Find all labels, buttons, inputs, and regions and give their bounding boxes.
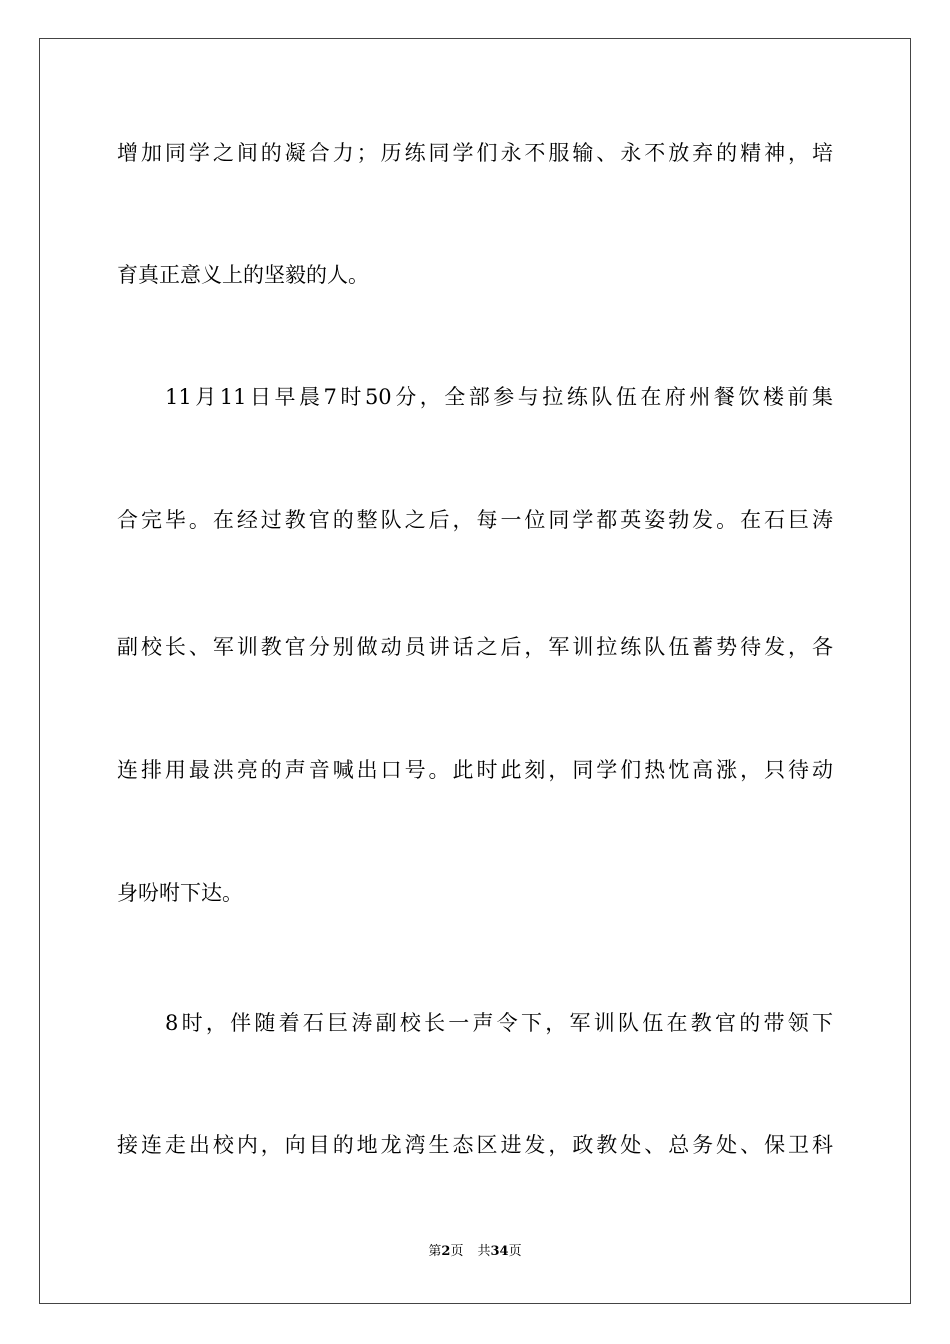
text-line-6: 连排用最洪亮的声音喊出口号。此时此刻，同学们热忱高涨，只待动	[117, 758, 833, 782]
text-line-9: 接连走出校内，向目的地龙湾生态区进发，政教处、总务处、保卫科	[117, 1133, 833, 1157]
page-border	[39, 38, 911, 1304]
text-line-5: 副校长、军训教官分别做动员讲话之后，军训拉练队伍蓄势待发，各	[117, 635, 833, 659]
footer-page-number: 2	[441, 1244, 451, 1259]
text-line-2: 育真正意义上的坚毅的人。	[117, 263, 369, 287]
footer-page-suffix: 页	[450, 1244, 464, 1259]
text-line-4: 合完毕。在经过教官的整队之后，每一位同学都英姿勃发。在石巨涛	[117, 508, 833, 532]
text-line-7: 身吩咐下达。	[117, 881, 243, 905]
page-footer	[0, 1243, 950, 1261]
text-line-1: 增加同学之间的凝合力；历练同学们永不服输、永不放弃的精神，培	[117, 141, 833, 165]
footer-total-pages: 34	[490, 1244, 509, 1259]
text-line-3: 11月11日早晨7时50分，全部参与拉练队伍在府州餐饮楼前集	[165, 385, 833, 409]
footer-prefix: 第	[428, 1244, 442, 1259]
footer-total-prefix: 共	[477, 1244, 491, 1259]
text-line-8: 8时，伴随着石巨涛副校长一声令下，军训队伍在教官的带领下	[165, 1011, 833, 1035]
footer-total-suffix: 页	[508, 1244, 522, 1259]
